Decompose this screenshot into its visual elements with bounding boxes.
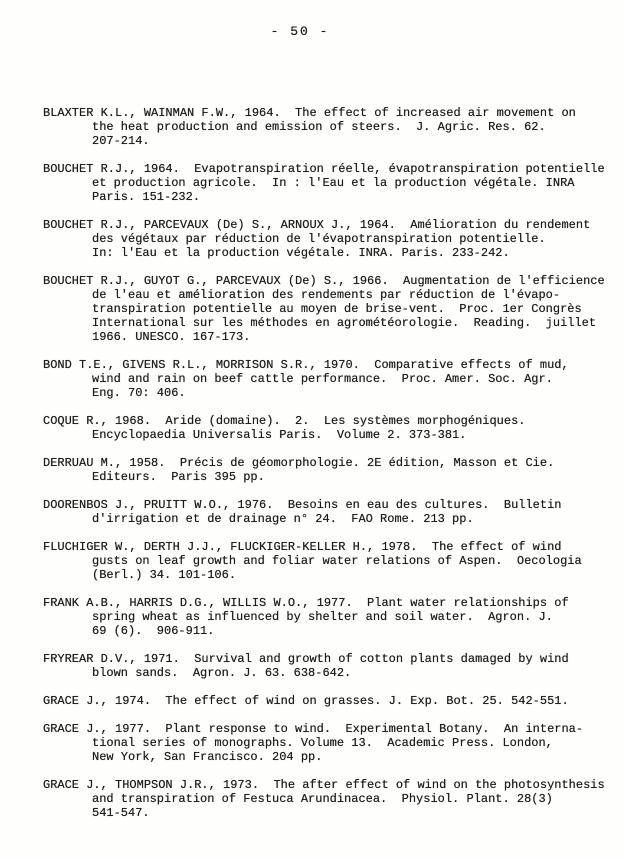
reference-line: Editeurs. Paris 395 pp. [92,470,265,484]
reference-line-first: BLAXTER K.L., WAINMAN F.W., 1964. The effect of increased air movement on [43,106,576,120]
reference-line: New York, San Francisco. 204 pp. [92,750,323,764]
reference-line-first: FRYREAR D.V., 1971. Survival and growth of cotton plants damaged by wind [43,652,569,666]
reference-line: gusts on leaf growth and foliar water relations of Aspen. Oecologia [92,554,582,568]
reference-line: transpiration potentielle au moyen de brise-vent. Proc. 1er Congrès [92,302,582,316]
reference-line-first: GRACE J., 1977. Plant response to wind. Experimental Botany. An interna- [43,722,584,736]
reference-line-first: FLUCHIGER W., DERTH J.J., FLUCKIGER-KELLER H., 1978. The effect of wind [43,540,562,554]
reference-entry [43,218,615,260]
reference-entry [43,722,615,764]
reference-line: des végétaux par réduction de l'évapotranspiration potentielle. [92,232,546,246]
reference-line: wind and rain on beef cattle performance. Proc. Amer. Soc. Agr. [92,372,553,386]
reference-line-first: BOUCHET R.J., GUYOT G., PARCEVAUX (De) S., 1966. Augmentation de l'efficience [43,274,605,288]
reference-entry [43,358,615,400]
reference-line: et production agricole. In : l'Eau et la production végétale. INRA [92,176,575,190]
reference-line-first: DERRUAU M., 1958. Précis de géomorphologie. 2E édition, Masson et Cie. [43,456,555,470]
reference-entry [43,414,615,442]
reference-line-first: COQUE R., 1968. Aride (domaine). 2. Les systèmes morphogéniques. [43,414,526,428]
reference-line: tional series of monographs. Volume 13. Academic Press. London, [92,736,553,750]
reference-entry [43,694,615,708]
reference-line: In: l'Eau et la production végétale. INRA. Paris. 233-242. [92,246,510,260]
reference-line-first: DOORENBOS J., PRUITT W.O., 1976. Besoins en eau des cultures. Bulletin [43,498,562,512]
reference-line: 207-214. [92,134,150,148]
reference-entry [43,456,615,484]
references-list [43,106,615,834]
reference-line-first: FRANK A.B., HARRIS D.G., WILLIS W.O., 1977. Plant water relationships of [43,596,569,610]
reference-line: 1966. UNESCO. 167-173. [92,330,251,344]
reference-line-first: BOND T.E., GIVENS R.L., MORRISON S.R., 1970. Comparative effects of mud, [43,358,569,372]
reference-line: Paris. 151-232. [92,190,201,204]
reference-line-first: BOUCHET R.J., PARCEVAUX (De) S., ARNOUX J., 1964. Amélioration du rendement [43,218,591,232]
reference-line: spring wheat as influenced by shelter and soil water. Agron. J. [92,610,553,624]
reference-line: 69 (6). 906-911. [92,624,215,638]
reference-entry [43,274,615,344]
reference-line-first: BOUCHET R.J., 1964. Evapotranspiration réelle, évapotranspiration potentielle [43,162,605,176]
reference-entry [43,498,615,526]
reference-line-first: GRACE J., THOMPSON J.R., 1973. The after effect of wind on the photosynthesis [43,778,605,792]
reference-line: (Berl.) 34. 101-106. [92,568,237,582]
reference-line: blown sands. Agron. J. 63. 638-642. [92,666,352,680]
reference-entry [43,106,615,148]
reference-entry [43,596,615,638]
reference-line: Encyclopaedia Universalis Paris. Volume 2. 373-381. [92,428,467,442]
reference-line: Eng. 70: 406. [92,386,186,400]
reference-line: International sur les méthodes en agrométéorologie. Reading. juillet [92,316,597,330]
reference-line: 541-547. [92,806,150,820]
reference-line: the heat production and emission of steers. J. Agric. Res. 62. [92,120,546,134]
reference-entry [43,540,615,582]
reference-line: and transpiration of Festuca Arundinacea. Physiol. Plant. 28(3) [92,792,553,806]
reference-line: de l'eau et amélioration des rendements par réduction de l'évapo- [92,288,561,302]
reference-line-first: GRACE J., 1974. The effect of wind on grasses. J. Exp. Bot. 25. 542-551. [43,694,569,708]
reference-entry [43,778,615,820]
reference-entry [43,162,615,204]
page-number: - 50 - [270,24,330,39]
reference-line: d'irrigation et de drainage n° 24. FAO Rome. 213 pp. [92,512,474,526]
reference-entry [43,652,615,680]
